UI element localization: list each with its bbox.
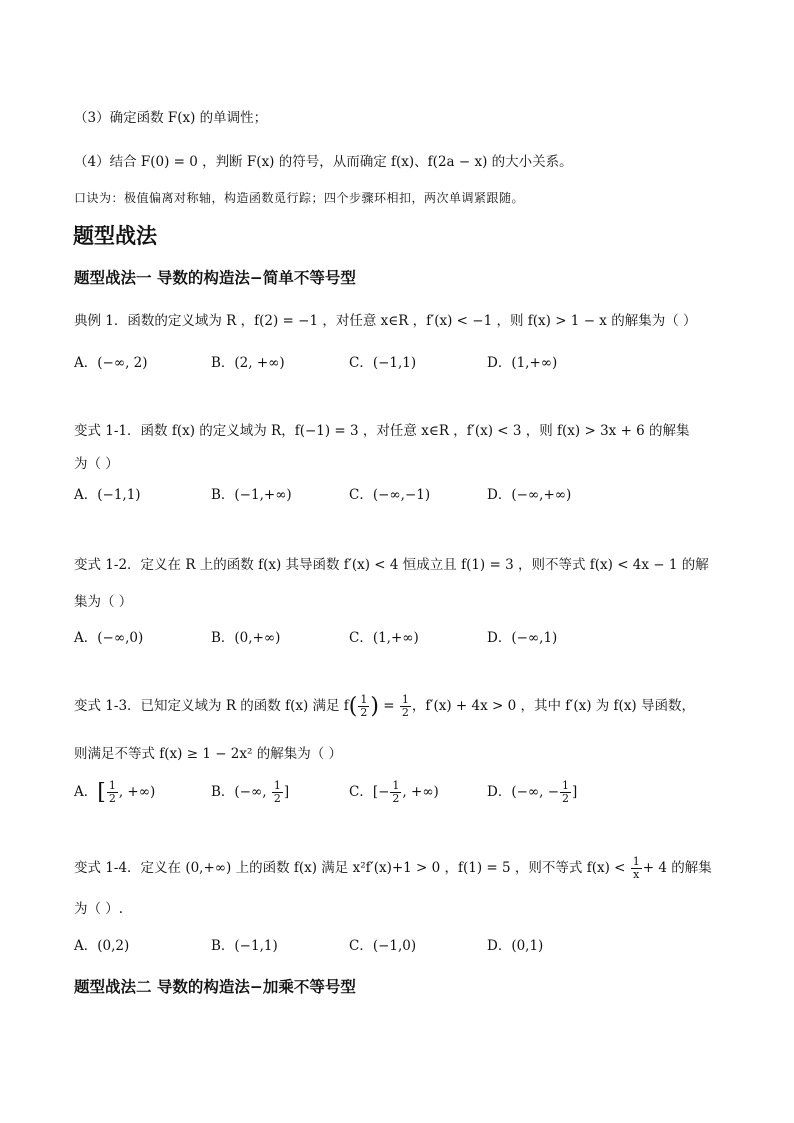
step-3: （3）确定函数 F(x) 的单调性；	[74, 110, 268, 126]
variant11-option-c[interactable]: C．(−∞,−1)	[349, 487, 431, 503]
method1-title: 题型战法一 导数的构造法−简单不等号型	[74, 269, 356, 287]
method2-title: 题型战法二 导数的构造法−加乘不等号型	[74, 978, 356, 996]
variant11-option-b[interactable]: B．(−1,+∞)	[211, 487, 292, 503]
example1-option-a[interactable]: A．(−∞, 2)	[74, 355, 148, 371]
variant12-stem-line1: 变式 1-2．定义在 R 上的函数 f(x) 其导函数 f′(x) < 4 恒成立且 f(1) = 3 ，则不等式 f(x) < 4x − 1 的解	[74, 557, 709, 573]
variant14-option-a[interactable]: A．(0,2)	[74, 938, 130, 954]
section-title: 题型战法	[73, 224, 157, 248]
variant13-stem-eq: =	[383, 698, 399, 714]
example1-stem: 典例 1．函数的定义域为 R ，f(2) = −1 ，对任意 x∈R ，f′(x) < −1 ，则 f(x) > 1 − x 的解集为（ ）	[74, 313, 697, 329]
variant12-stem-line2: 集为（ ）	[74, 594, 133, 610]
example1-option-d[interactable]: D．(1,+∞)	[487, 355, 558, 371]
variant13-option-a[interactable]: A．[ $\frac{1}{2}$ , +∞)	[74, 779, 156, 805]
variant11-option-d[interactable]: D．(−∞,+∞)	[487, 487, 572, 503]
variant13-stem-line2: 则满足不等式 f(x) ≥ 1 − 2x² 的解集为（ ）	[74, 746, 343, 762]
variant11-option-a[interactable]: A．(−1,1)	[74, 487, 141, 503]
variant11-stem-line1: 变式 1-1．函数 f(x) 的定义域为 R，f(−1) = 3 ，对任意 x∈R ，f′(x) < 3 ，则 f(x) > 3x + 6 的解集	[74, 423, 690, 439]
mnemonic: 口诀为：极值偏离对称轴，构造函数觅行踪；四个步骤环相扣，两次单调紧跟随。	[74, 191, 525, 205]
variant12-option-a[interactable]: A．(−∞,0)	[74, 630, 144, 646]
variant12-option-d[interactable]: D．(−∞,1)	[487, 630, 558, 646]
variant14-option-b[interactable]: B．(−1,1)	[211, 938, 278, 954]
variant13-stem-line1: 变式 1-3．已知定义域为 R 的函数 f(x) 满足 f( $\frac{1}{2}$ ) = $\frac{1}{2}$ ，f′(x) + 4x > 0 ，其中 f′(x) 为 f(x) 导函数，	[74, 693, 695, 719]
half-fraction-rhs: $\frac{1}{2}$	[401, 693, 409, 719]
example1-option-b[interactable]: B．(2, +∞)	[211, 355, 285, 371]
example1-option-c[interactable]: C．(−1,1)	[349, 355, 417, 371]
variant12-option-c[interactable]: C．(1,+∞)	[349, 630, 419, 646]
variant13-stem-part3: ，f′(x) + 4x > 0 ，其中 f′(x) 为 f(x) 导函数，	[411, 698, 695, 714]
variant13-option-c[interactable]: C．[− $\frac{1}{2}$ , +∞)	[349, 779, 439, 805]
variant14-option-d[interactable]: D．(0,1)	[487, 938, 544, 954]
variant14-stem-part2: + 4 的解集	[642, 860, 712, 876]
variant14-stem-line2: 为（ ）.	[74, 901, 124, 917]
variant14-option-c[interactable]: C．(−1,0)	[349, 938, 417, 954]
variant13-stem-part1: 变式 1-3．已知定义域为 R 的函数 f(x) 满足 f	[74, 698, 349, 714]
half-fraction: $\frac{1}{2}$	[360, 693, 368, 719]
variant11-stem-line2: 为（ ）	[74, 456, 119, 472]
one-over-x-fraction: $\frac{1}{x}$	[632, 855, 640, 881]
variant13-option-b[interactable]: B．(−∞, $\frac{1}{2}$ ]	[211, 779, 290, 805]
variant12-option-b[interactable]: B．(0,+∞)	[211, 630, 281, 646]
step-4: （4）结合 F(0) = 0 ，判断 F(x) 的符号，从而确定 f(x)、f(2a − x) 的大小关系。	[74, 154, 573, 170]
variant14-stem-part1: 变式 1-4．定义在 (0,+∞) 上的函数 f(x) 满足 x²f′(x)+1 > 0 ，f(1) = 5 ，则不等式 f(x) <	[74, 860, 626, 876]
variant14-stem-line1	[74, 856, 712, 881]
variant13-option-d[interactable]: D．(−∞, − $\frac{1}{2}$ ]	[487, 779, 578, 805]
